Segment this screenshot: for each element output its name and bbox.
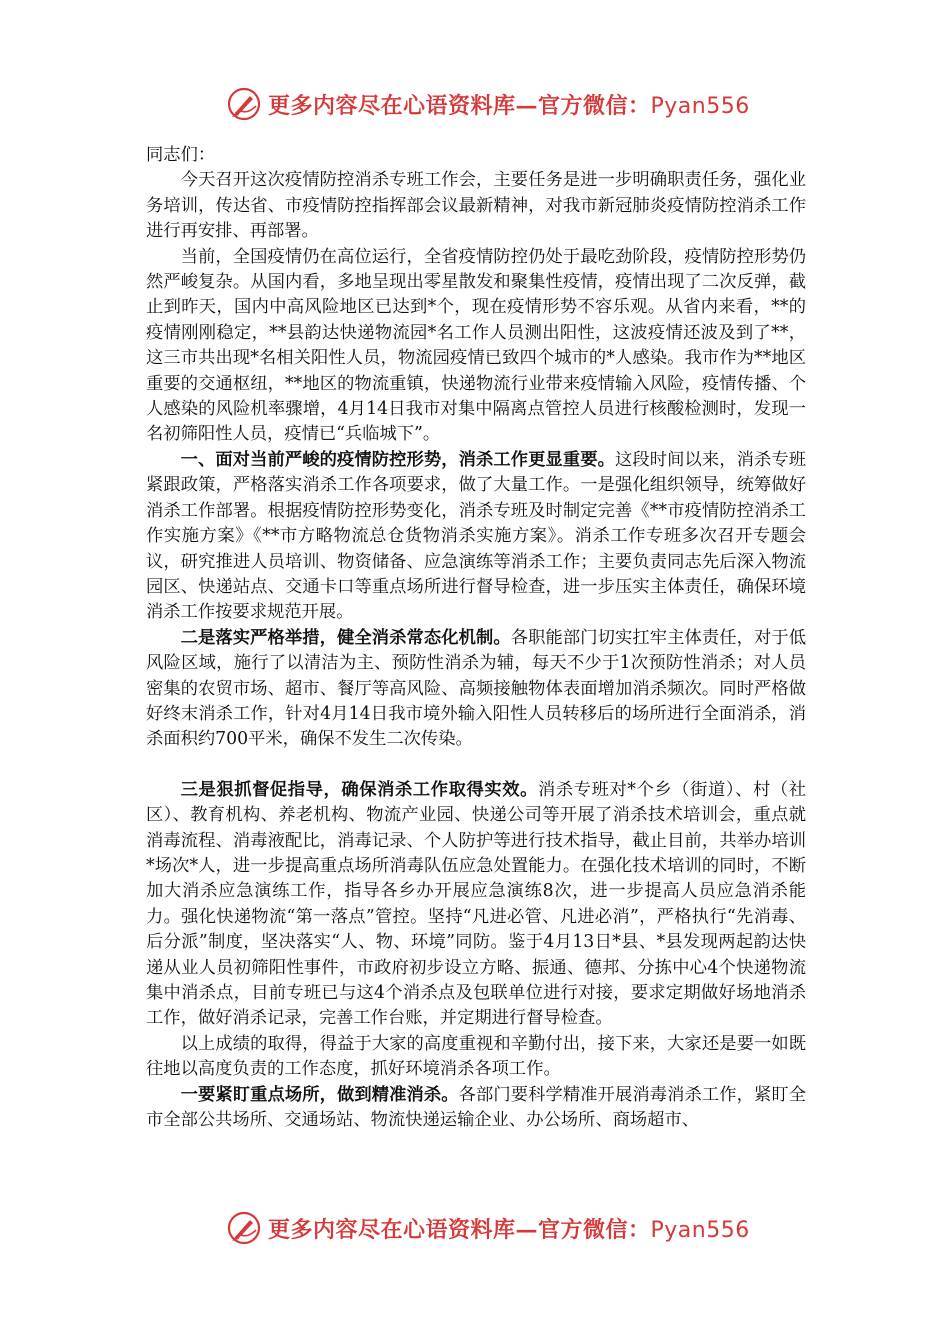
paragraph-situation: 当前，全国疫情仍在高位运行，全省疫情防控仍处于最吃劲阶段，疫情防控形势仍然严峻复杂。从国内看，多地呈现出零星散发和聚集性疫情，疫情出现了二次反弹，截止到昨天，国内中高风险地区已达到*个，现在疫情形势不容乐观。从省内来看，**的疫情刚刚稳定，**县韵达快递物流园*名工作人员测出阳性，这波疫情还波及到了**，这三市共出现*名相关阳性人员，物流园疫情已致四个城市的*人感染。我市作为**地区重要的交通枢纽，**地区的物流重镇，快递物流行业带来疫情输入风险，疫情传播、个人感染的风险机率骤增，4月14日我市对集中隔离点管控人员进行核酸检测时，发现一名初筛阳性人员，疫情已“兵临城下”。 <box>146 246 806 445</box>
salutation: 同志们： <box>146 145 216 165</box>
section-1-heading: 一、面对当前严峻的疫情防控形势，消杀工作更显重要。 <box>180 449 615 470</box>
paragraph-section-1 <box>146 448 806 626</box>
section-3-body: 消杀专班对*个乡（街道）、村（社区）、教育机构、养老机构、物流产业园、快递公司等开展了消杀技术培训会，重点就消毒流程、消毒液配比，消毒记录、个人防护等进行技术指导，截止目前，共举办培训*场次*人，进一步提高重点场所消毒队伍应急处置能力。在强化技术培训的同时，不断加大消杀应急演练工作，指导各乡办开展应急演练8次，进一步提高人员应急消杀能力。强化快递物流“第一落点”管控。坚持“凡进必管、凡进必消”，严格执行“先消毒、后分派”制度，坚决落实“人、物、环境”同防。鉴于4月13日*县、*县发现两起韵达快递从业人员初筛阳性事件，市政府初步设立方略、振通、德邦、分拣中心4个快递物流集中消杀点，目前专班已与这4个消杀点及包联单位进行对接，要求定期做好场地消杀工作，做好消杀记录，完善工作台账，并定期进行督导检查。 <box>146 779 806 1029</box>
paragraph-transition: 以上成绩的取得，得益于大家的高度重视和辛勤付出，接下来，大家还是要一如既往地以高度负责的工作态度，抓好环境消杀各项工作。 <box>146 1033 806 1080</box>
paragraph-section-3 <box>146 778 806 1032</box>
section-3-heading: 三是狠抓督促指导，确保消杀工作取得实效。 <box>180 779 538 800</box>
paragraph-task-1 <box>146 1083 806 1134</box>
pen-logo-icon <box>226 1210 262 1246</box>
watermark-wechat-id: Pyan556 <box>650 93 750 119</box>
header-watermark-banner <box>0 84 950 124</box>
watermark-text: 更多内容尽在心语资料库—官方微信：Pyan556 <box>268 92 750 119</box>
task-1-body: 各部门要科学精准开展消毒消杀工作，紧盯全市全部公共场所、交通场站、物流快递运输企业、办公场所、商场超市、 <box>146 1084 806 1131</box>
watermark-text: 更多内容尽在心语资料库—官方微信：Pyan556 <box>268 1216 750 1243</box>
paragraph-section-2 <box>146 626 806 753</box>
section-1-body: 这段时间以来，消杀专班紧跟政策，严格落实消杀工作各项要求，做了大量工作。一是强化组织领导，统筹做好消杀工作部署。根据疫情防控形势变化，消杀专班及时制定完善《**市疫情防控消杀工作实施方案》《**市方略物流总仓货物消杀实施方案》。消杀工作专班多次召开专题会议，研究推进人员培训、物资储备、应急演练等消杀工作；主要负责同志先后深入物流园区、快递站点、交通卡口等重点场所进行督导检查，进一步压实主体责任，确保环境消杀工作按要求规范开展。 <box>146 449 806 623</box>
pen-logo-icon <box>226 86 262 122</box>
section-2-body: 各职能部门切实扛牢主体责任，对于低风险区域，施行了以清洁为主、预防性消杀为辅，每天不少于1次预防性消杀；对人员密集的农贸市场、超市、餐厅等高风险、高频接触物体表面增加消杀频次。同时严格做好终末消杀工作，针对4月14日我市境外输入阳性人员转移后的场所进行全面消杀，消杀面积约700平米，确保不发生二次传染。 <box>146 627 806 750</box>
task-1-heading: 一要紧盯重点场所，做到精准消杀。 <box>180 1084 459 1105</box>
paragraph-intro: 今天召开这次疫情防控消杀专班工作会，主要任务是进一步明确职责任务，强化业务培训，传达省、市疫情防控指挥部会议最新精神，对我市新冠肺炎疫情防控消杀工作进行再安排、再部署。 <box>146 170 806 242</box>
section-2-heading: 二是落实严格举措，健全消杀常态化机制。 <box>180 627 511 648</box>
watermark-wechat-id: Pyan556 <box>650 1217 750 1243</box>
document-body <box>146 143 806 1133</box>
footer-watermark-banner <box>0 1208 950 1248</box>
